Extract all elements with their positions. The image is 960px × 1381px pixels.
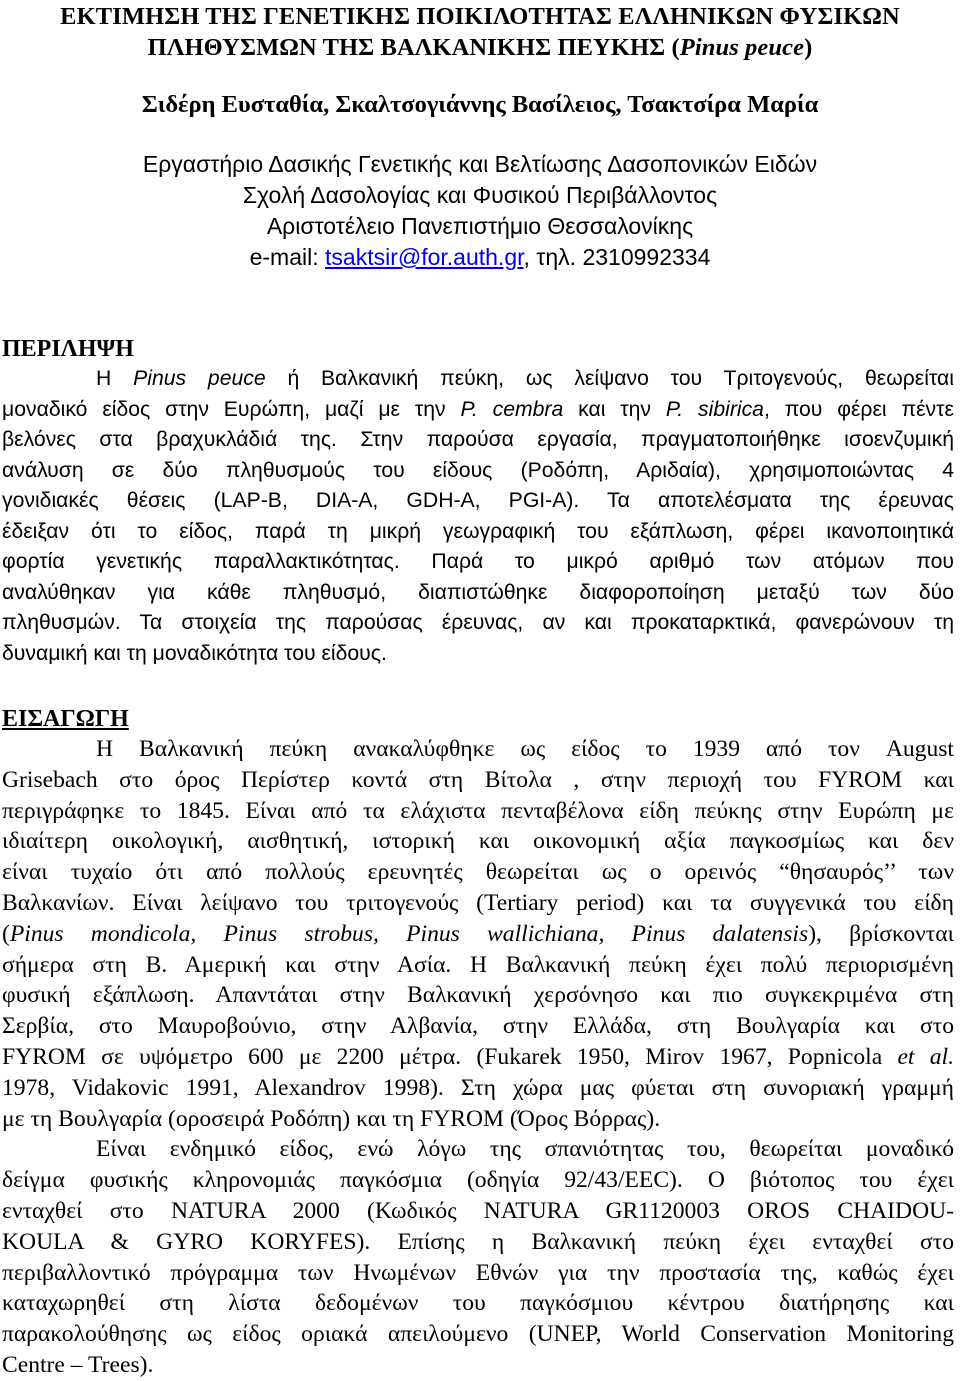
intro-line: φυσική εξάπλωση. Απαντάται στην Βαλκανική χερσόνησο και πιο συγκεκριμένα στη bbox=[2, 982, 954, 1009]
abstract-line: έδειξαν ότι το είδος, παρά τη μικρή γεωγραφική του εξάπλωση, φέρει ικανοποιητικά bbox=[2, 519, 954, 543]
intro-line: ενταχθεί στο NATURA 2000 (Κωδικός NATURA GR1120003 OROS CHAIDOU- bbox=[2, 1197, 954, 1224]
intro-line: δείγμα φυσικής κληρονομιάς παγκόσμια (οδηγία 92/43/ΕΕC). Ο βιότοπος του έχει bbox=[2, 1167, 954, 1194]
affiliation-university: Αριστοτέλειο Πανεπιστήμιο Θεσσαλονίκης bbox=[266, 213, 694, 239]
intro-line: σήμερα στη Β. Αμερική και στην Ασία. Η Βαλκανική πεύκη έχει πολύ περιορισμένη bbox=[2, 951, 954, 978]
intro-line: KOULA & GYRO KORYFES). Επίσης η Βαλκανική πεύκη έχει ενταχθεί στο bbox=[2, 1228, 954, 1255]
email-link[interactable]: tsaktsir@for.auth.gr bbox=[325, 244, 524, 270]
title-line-1: ΕΚΤΙΜΗΣΗ ΤΗΣ ΓΕΝΕΤΙΚΗΣ ΠΟΙΚΙΛΟΤΗΤΑΣ ΕΛΛΗΝΙΚΩΝ ΦΥΣΙΚΩΝ bbox=[60, 3, 900, 30]
title-line-2: ΠΛΗΘΥΣΜΩΝ ΤΗΣ ΒΑΛΚΑΝΙΚΗΣ ΠΕΥΚΗΣ (Pinus peuce) bbox=[147, 34, 813, 61]
abstract-body bbox=[2, 364, 954, 669]
intro-line: Είναι ενδημικό είδος, ενώ λόγω της σπανιότητας του, θεωρείται μοναδικό bbox=[96, 1136, 954, 1163]
intro-line: περιβαλλοντικό πρόγραμμα των Ηνωμένων Εθνών για την προστασία της, καθώς έχει bbox=[2, 1259, 954, 1286]
contact-line: e-mail: tsaktsir@for.auth.gr, τηλ. 2310992334 bbox=[249, 244, 711, 270]
intro-line: (Pinus mondicola, Pinus strobus, Pinus wallichiana, Pinus dalatensis), βρίσκονται bbox=[2, 920, 955, 947]
intro-line: Grisebach στο όρος Περίστερ κοντά στη Βίτολα , στην περιοχή του FYROM και bbox=[2, 766, 954, 793]
abstract-line: φορτία γενετικής παραλλακτικότητας. Παρά το μικρό αριθμό των ατόμων που bbox=[2, 550, 954, 573]
affiliation-school: Σχολή Δασολογίας και Φυσικού Περιβάλλοντος bbox=[242, 182, 718, 208]
abstract-line: Η Pinus peuce ή Βαλκανική πεύκη, ως λείψανο του Τριτογενούς, θεωρείται bbox=[96, 367, 954, 390]
abstract-line: δυναμική και τη μοναδικότητα του είδους. bbox=[2, 641, 387, 665]
intro-line: 1978, Vidakovic 1991, Alexandrov 1998). Στη χώρα μας φύεται στη συνοριακή γραμμή bbox=[2, 1074, 954, 1101]
intro-line: περιγράφηκε το 1845. Είναι από τα ελάχιστα πενταβέλονα είδη πεύκης στην Ευρώπη με bbox=[2, 797, 954, 824]
intro-line: FYROM σε υψόμετρο 600 με 2200 μέτρα. (Fukarek 1950, Mirov 1967, Popnicola et al. bbox=[2, 1043, 954, 1070]
abstract-line: βελόνες στα βραχυκλάδιά της. Στην παρούσα εργασία, πραγματοποιήθηκε ισοενζυμική bbox=[2, 428, 954, 451]
abstract-line: αναλύθηκαν για κάθε πληθυσμό, διαπιστώθηκε διαφοροποίηση μεταξύ των δύο bbox=[2, 580, 954, 604]
intro-line: είναι τυχαίο ότι από πολλούς ερευνητές θεωρείται ως ο ορεινός “θησαυρός’’ των bbox=[2, 859, 954, 886]
intro-line: με τη Βουλγαρία (οροσειρά Ροδόπη) και τη FYROM (Όρος Βόρρας). bbox=[2, 1105, 661, 1132]
intro-line: παρακολούθησης ως είδος οριακά απειλούμενο (UNEP, World Conservation Monitoring bbox=[2, 1321, 954, 1348]
intro-line: Centre – Trees). bbox=[2, 1351, 154, 1378]
intro-line: ιδιαίτερη οικολογική, αισθητική, ιστορική και οικονομική αξία παγκοσμίως και δεν bbox=[2, 828, 954, 855]
intro-heading: ΕΙΣΑΓΩΓΗ bbox=[2, 706, 129, 732]
intro-body bbox=[2, 734, 954, 1381]
title-species: Pinus peuce bbox=[679, 34, 805, 61]
abstract-heading: ΠΕΡΙΛΗΨΗ bbox=[2, 336, 134, 362]
intro-line: καταχωρηθεί στη λίστα δεδομένων του παγκόσμιου κέντρου διατήρησης και bbox=[2, 1290, 954, 1317]
abstract-line: μοναδικό είδος στην Ευρώπη, μαζί με την P. cembra και την P. sibirica, που φέρει πέντε bbox=[2, 397, 954, 421]
intro-line: Σερβία, στο Μαυροβούνιο, στην Αλβανία, στην Ελλάδα, στη Βουλγαρία και στο bbox=[2, 1013, 954, 1040]
abstract-line: πληθυσμών. Τα στοιχεία της παρούσας έρευνας, αν και προκαταρκτικά, φανερώνουν τη bbox=[2, 611, 954, 634]
paper-title bbox=[0, 1, 960, 63]
authors: Σιδέρη Ευσταθία, Σκαλτσογιάννης Βασίλειος, Τσακτσίρα Μαρία bbox=[141, 91, 819, 118]
intro-line: Βαλκανίων. Είναι λείψανο του τριτογενούς (Tertiary period) και τα συγγενικά του είδη bbox=[2, 889, 954, 916]
abstract-line: ανάλυση σε δύο πληθυσμούς του είδους (Ροδόπη, Αριδαία), χρησιμοποιώντας 4 bbox=[2, 458, 954, 482]
intro-line: Η Βαλκανική πεύκη ανακαλύφθηκε ως είδος το 1939 από τον August bbox=[96, 736, 954, 762]
abstract-line: γονιδιακές θέσεις (LAP-B, DIA-A, GDH-A, PGI-A). Τα αποτελέσματα της έρευνας bbox=[2, 489, 954, 512]
affiliation bbox=[0, 149, 960, 273]
affiliation-lab: Εργαστήριο Δασικής Γενετικής και Βελτίωσης Δασοπονικών Ειδών bbox=[142, 151, 818, 177]
